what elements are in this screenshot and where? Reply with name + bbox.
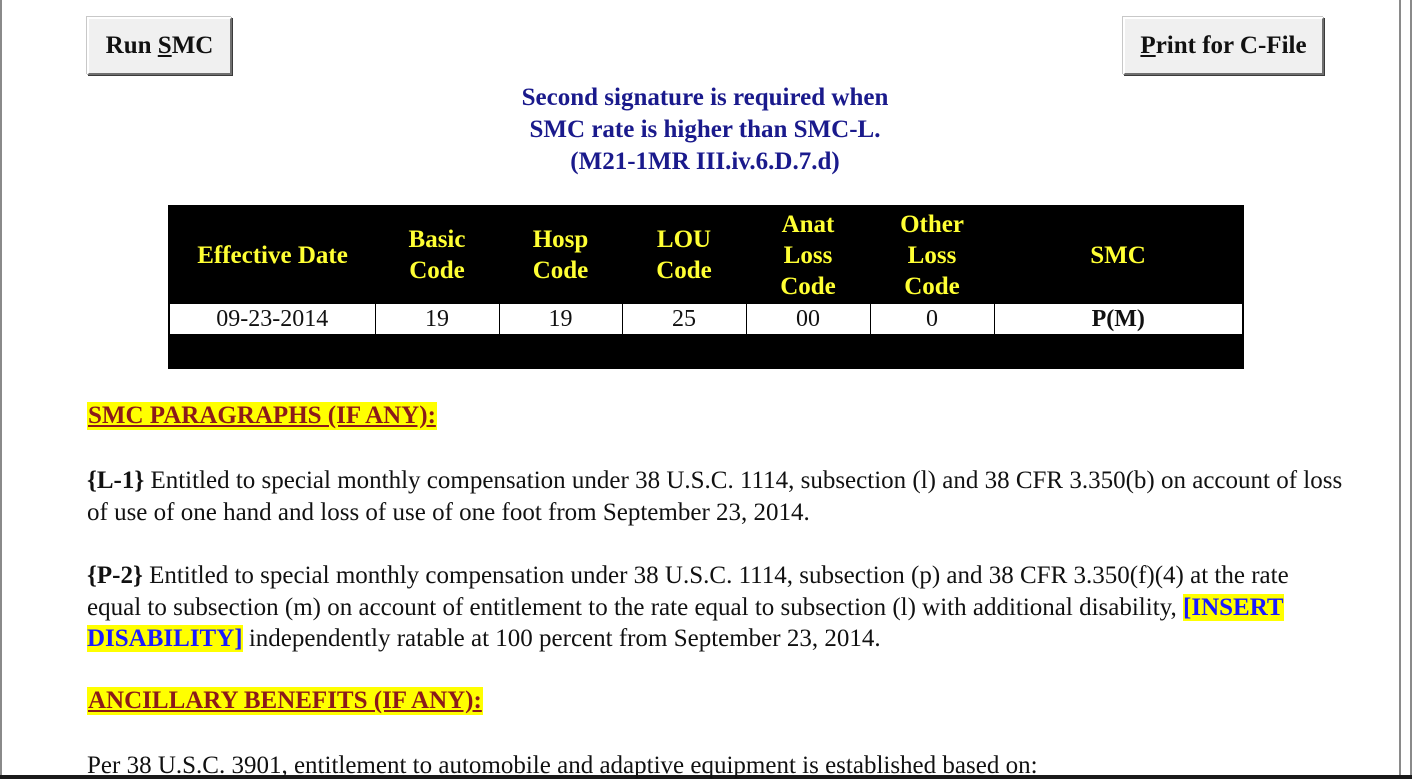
paragraph-p2-tag: {P-2}: [87, 562, 143, 589]
header-hosp-code: Hosp Code: [499, 206, 622, 304]
window-right-border: [1399, 0, 1401, 779]
cell-effective-date: 09-23-2014: [169, 304, 375, 335]
paragraph-l1: [87, 465, 1347, 528]
notice-line-3: (M21-1MR III.iv.6.D.7.d): [570, 148, 840, 175]
header-other-loss-code: Other Loss Code: [870, 206, 994, 304]
paragraph-ancillary: Per 38 U.S.C. 3901, entitlement to automobile and adaptive equipment is established based on:: [87, 752, 1038, 779]
paragraph-l1-tag: {L-1}: [87, 467, 145, 494]
paragraph-p2: [87, 560, 1347, 655]
table-row: [169, 304, 1243, 335]
cell-hosp-code: 19: [499, 304, 622, 335]
header-anat-loss-code: Anat Loss Code: [746, 206, 870, 304]
print-for-c-file-button[interactable]: [1123, 17, 1324, 75]
smc-paragraphs-heading: SMC PARAGRAPHS (IF ANY):: [88, 402, 436, 429]
insert-disability-placeholder[interactable]: [INSERT DISABILITY]: [87, 593, 1284, 652]
header-smc: SMC: [994, 206, 1243, 304]
cell-smc: P(M): [994, 304, 1243, 335]
header-lou-code: LOU Code: [622, 206, 746, 304]
cell-basic-code: 19: [375, 304, 499, 335]
cell-lou-code: 25: [622, 304, 746, 335]
table-footer-bar: [169, 335, 1243, 369]
notice-line-2: SMC rate is higher than SMC-L.: [529, 116, 881, 143]
table-footer-row: [169, 335, 1243, 369]
paragraph-p2-text-before: Entitled to special monthly compensation under 38 U.S.C. 1114, subsection (p) and 38 CFR 3.350(f)(4) at the rate equal to subsection (m) on account of entitlement to the rate equal to subsection (l) with additional disability,: [87, 562, 1289, 621]
header-effective-date: Effective Date: [169, 206, 375, 304]
table-header-row: [169, 206, 1243, 304]
cell-other-loss-code: 0: [870, 304, 994, 335]
run-smc-button[interactable]: [87, 17, 232, 75]
smc-code-table: [168, 205, 1244, 369]
window-left-border: [0, 0, 2, 779]
notice-line-1: Second signature is required when: [521, 84, 889, 111]
print-for-c-file-label: Print for C-File: [1140, 32, 1307, 59]
run-smc-label: Run SMC: [105, 32, 214, 59]
ancillary-benefits-heading: ANCILLARY BENEFITS (IF ANY):: [88, 687, 482, 714]
header-basic-code: Basic Code: [375, 206, 499, 304]
paragraph-p2-text-after: independently ratable at 100 percent from September 23, 2014.: [242, 625, 881, 652]
second-signature-notice: [405, 82, 1005, 178]
paragraph-l1-text: Entitled to special monthly compensation under 38 U.S.C. 1114, subsection (l) and 38 CFR 3.350(b) on account of loss of use of one hand and loss of use of one foot from September 23, 2014.: [87, 467, 1343, 526]
cell-anat-loss-code: 00: [746, 304, 870, 335]
